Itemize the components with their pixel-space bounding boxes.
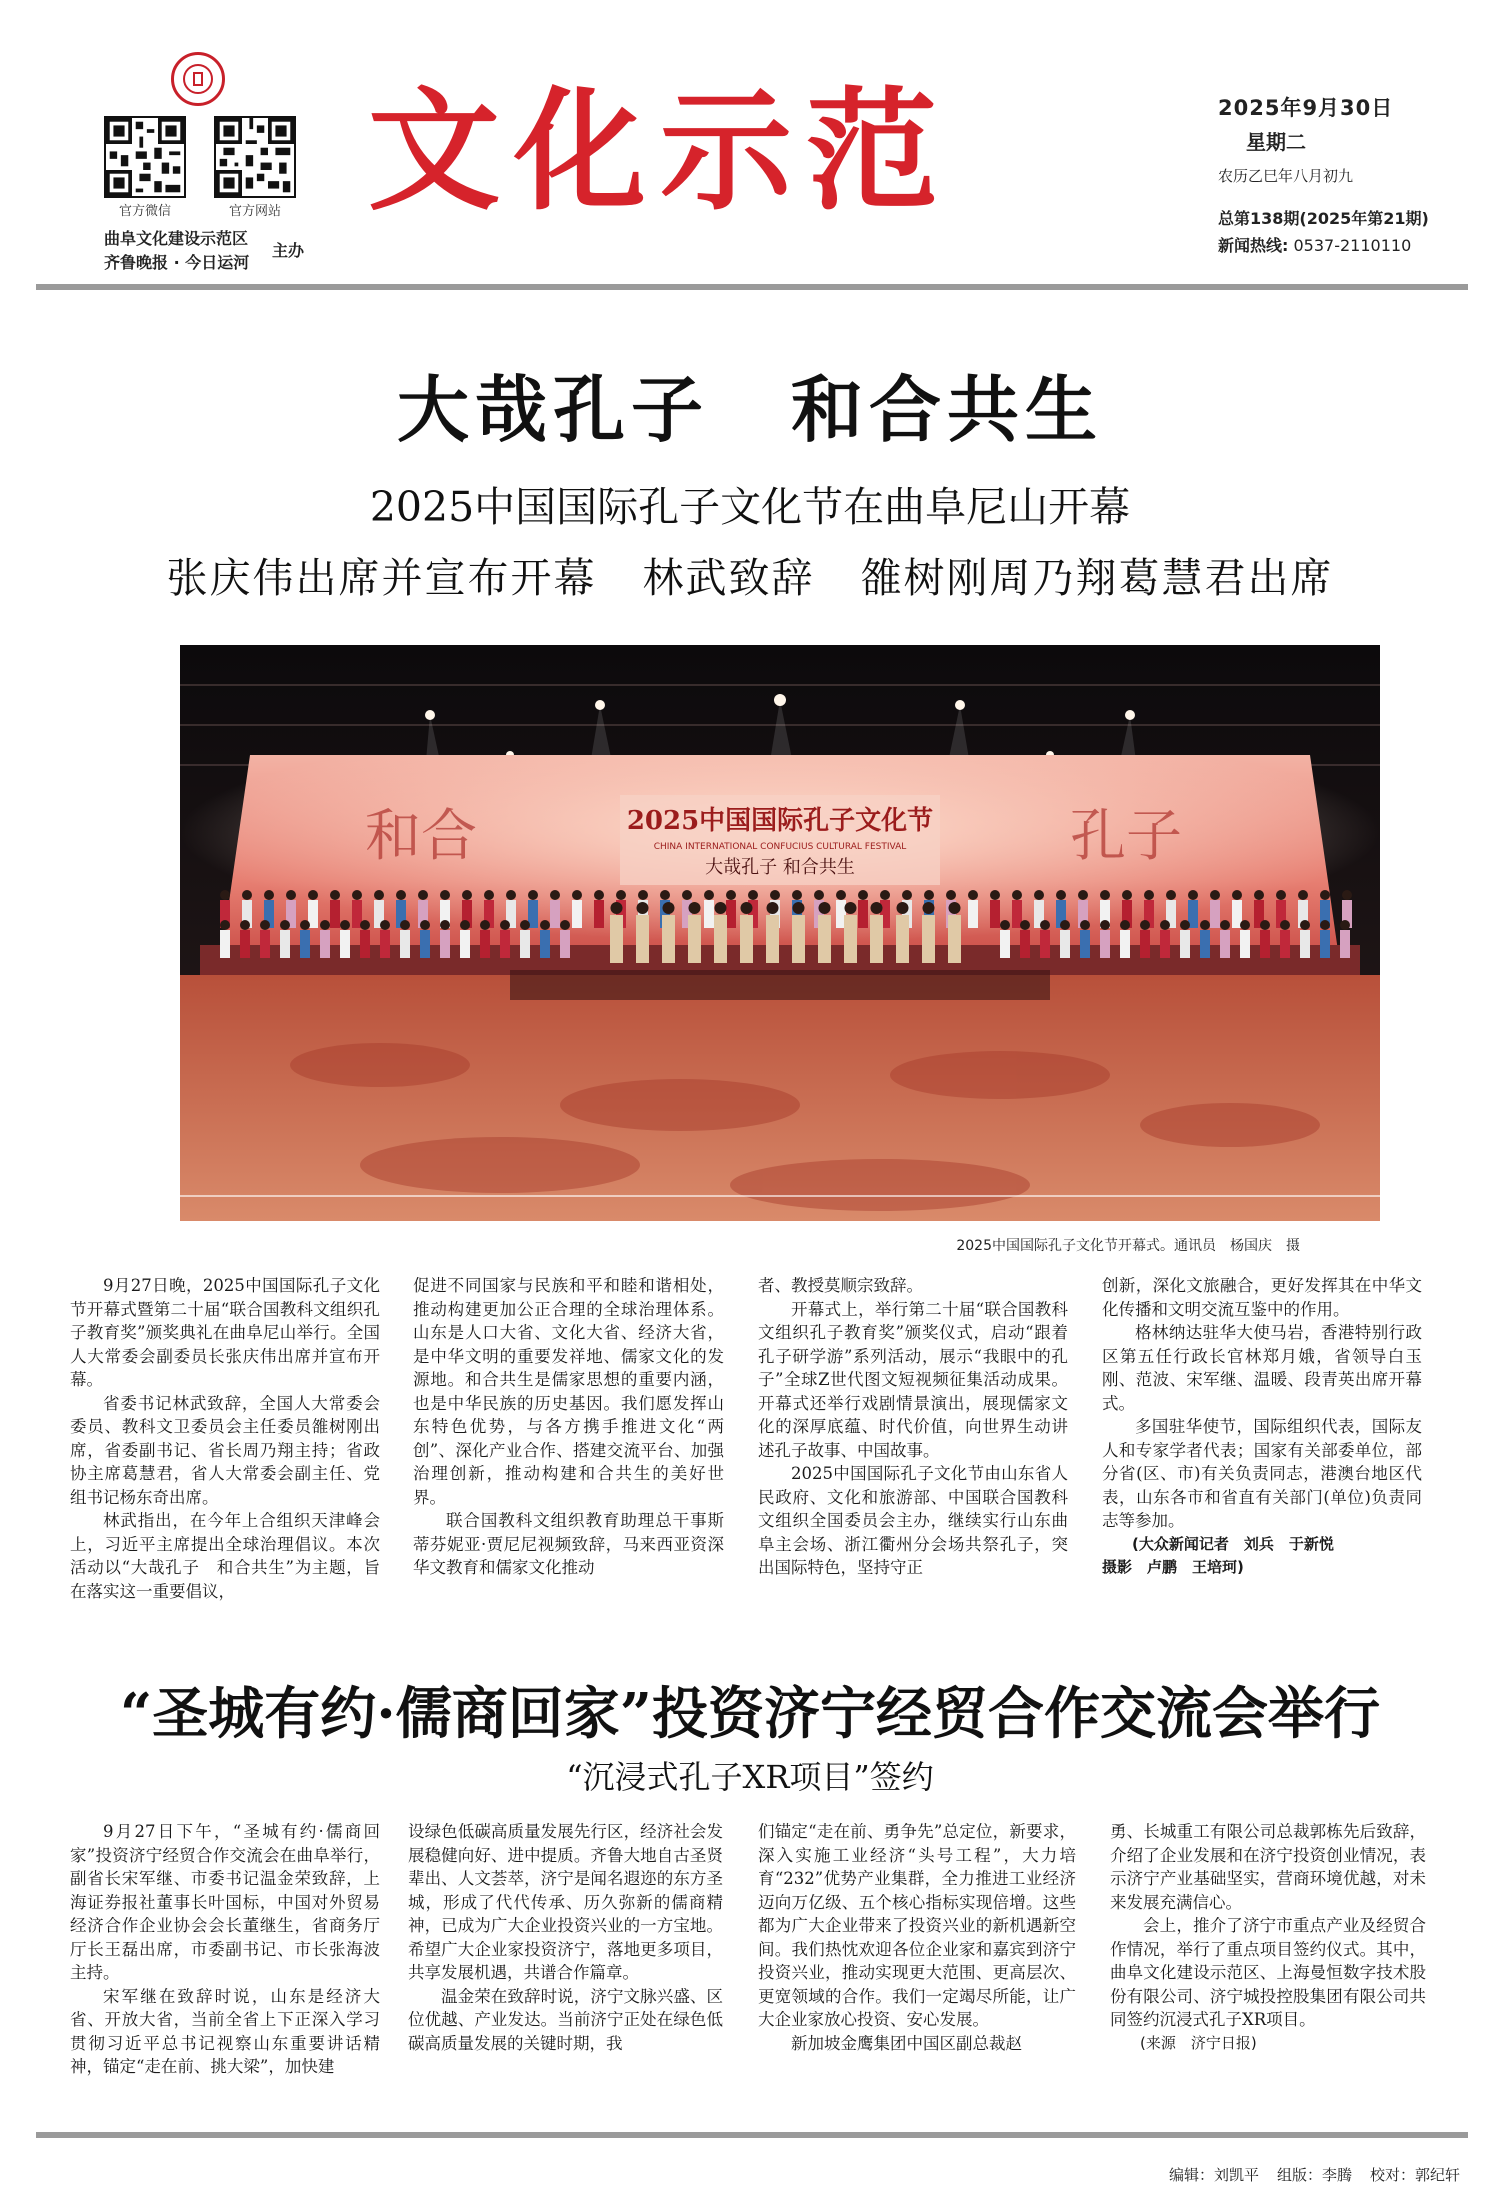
performer-figure: [1300, 930, 1310, 958]
lead-column-3: [758, 1274, 1068, 1580]
dignitary-head: [637, 902, 649, 914]
performer-figure: [1180, 930, 1190, 958]
dignitary-figure: [636, 915, 649, 963]
performer-figure: [1060, 930, 1070, 958]
performer-head: [1276, 890, 1286, 900]
performer-figure: [1210, 900, 1220, 928]
performer-figure: [1120, 930, 1130, 958]
stage-calligraphy-right: 孔子: [1070, 804, 1182, 869]
performer-figure: [1200, 930, 1210, 958]
performer-head: [1012, 890, 1022, 900]
dignitary-figure: [870, 915, 883, 963]
performer-head: [1280, 920, 1290, 930]
performer-head: [264, 890, 274, 900]
performer-head: [1100, 890, 1110, 900]
dignitary-figure: [844, 915, 857, 963]
performer-head: [1078, 890, 1088, 900]
dignitary-figure: [662, 915, 675, 963]
hotline-label: 新闻热线:: [1218, 236, 1289, 255]
performer-head: [1300, 920, 1310, 930]
sponsor-line-2: 齐鲁晚报 · 今日运河: [104, 253, 250, 272]
performer-figure: [330, 900, 340, 928]
footer-layout: 组版：李腾: [1276, 2166, 1352, 2184]
performer-head: [1080, 920, 1090, 930]
second-column-4: [1110, 1820, 1426, 2055]
performer-head: [506, 890, 516, 900]
paragraph: 温金荣在致辞时说，济宁文脉兴盛、区位优越、产业发达。当前济宁正处在绿色低碳高质量发展的关键时期，我: [408, 1986, 723, 2053]
dignitary-head: [819, 902, 831, 914]
performer-figure: [560, 930, 570, 958]
issue-weekday: 星期二: [1246, 130, 1306, 154]
paragraph: 宋军继在致辞时说，山东是经济大省、开放大省，当前全省上下正深入学习贯彻习近平总书记视察山东重要讲话精神，锚定“走在前、挑大梁”，加快建: [70, 1986, 380, 2076]
lead-deck-part2: 林武致辞: [642, 554, 815, 602]
performer-figure: [594, 900, 604, 928]
performer-head: [1200, 920, 1210, 930]
qr-label-website: 官方网站: [228, 204, 281, 219]
performer-head: [1320, 890, 1330, 900]
performer-head: [1056, 890, 1066, 900]
performer-head: [440, 920, 450, 930]
dignitary-head: [871, 902, 883, 914]
performer-figure: [520, 930, 530, 958]
dignitary-figure: [792, 915, 805, 963]
lead-headline-part1: 大哉孔子: [396, 367, 709, 452]
second-column-3: [758, 1820, 1076, 2055]
performer-figure: [540, 930, 550, 958]
lead-column-2: [413, 1274, 724, 1580]
performer-head: [836, 890, 846, 900]
performer-head: [340, 920, 350, 930]
second-column-1: [70, 1820, 380, 2079]
performer-head: [374, 890, 384, 900]
sponsor-role: 主办: [272, 241, 305, 260]
performer-head: [360, 920, 370, 930]
performer-head: [1040, 920, 1050, 930]
paragraph: 格林纳达驻华大使马岩，香港特别行政区第五任行政长官林郑月娥，省领导白玉刚、范波、宋军继、温暖、段青英出席开幕式。: [1102, 1323, 1422, 1413]
performer-head: [1120, 920, 1130, 930]
lead-column-1: [70, 1274, 380, 1603]
qr-code-website[interactable]: [214, 116, 296, 198]
performer-head: [902, 890, 912, 900]
dignitary-head: [845, 902, 857, 914]
paragraph: 联合国教科文组织教育助理总干事斯蒂芬妮亚·贾尼尼视频致辞，马来西亚资深华文教育和儒家文化推动: [413, 1511, 724, 1577]
performer-head: [220, 890, 230, 900]
performer-head: [1166, 890, 1176, 900]
performer-head: [1188, 890, 1198, 900]
performer-head: [1060, 920, 1070, 930]
lead-deck: [0, 545, 1500, 604]
dignitary-figure: [688, 915, 701, 963]
qr-pattern: [216, 118, 294, 196]
footer-proofreader: 校对：郭纪轩: [1369, 2166, 1460, 2184]
performer-head: [1122, 890, 1132, 900]
photo-caption: 2025中国国际孔子文化节开幕式。通讯员 杨国庆 摄: [956, 1238, 1300, 1254]
performer-head: [220, 920, 230, 930]
performer-figure: [572, 900, 582, 928]
dignitary-figure: [896, 915, 909, 963]
performer-head: [352, 890, 362, 900]
performer-head: [704, 890, 714, 900]
performer-head: [440, 890, 450, 900]
lead-photo: [180, 645, 1380, 1221]
performer-head: [520, 920, 530, 930]
stage-banner-title: 2025中国国际孔子文化节: [626, 806, 934, 836]
issue-date: 2025年9月30日: [1218, 96, 1394, 120]
paragraph: 们锚定“走在前、勇争先”总定位，新要求，深入实施工业经济“头号工程”，大力培育“232”优势产业集群，全力推进工业经济迈向万亿级、五个核心指标实现倍增。这些都为广大企业带来了投资兴业的新机遇新空间。我们热忱欢迎各位企业家和嘉宾到济宁投资兴业，推动实现更大范围、更高层次、更宽领域的合作。我们一定竭尽所能，让广大企业家放心投资、安心发展。: [758, 1822, 1076, 2029]
dignitary-head: [689, 902, 701, 914]
performer-figure: [420, 930, 430, 958]
performer-figure: [480, 930, 490, 958]
second-headline: “圣城有约·儒商回家”投资济宁经贸合作交流会举行: [120, 1681, 1380, 1747]
performer-head: [660, 890, 670, 900]
performer-head: [260, 920, 270, 930]
performer-head: [484, 890, 494, 900]
performer-head: [396, 890, 406, 900]
performer-head: [682, 890, 692, 900]
performer-head: [1320, 920, 1330, 930]
paragraph: 省委书记林武致辞，全国人大常委会委员、教科文卫委员会主任委员雒树刚出席，省委副书记、省长周乃翔主持；省政协主席葛慧君，省人大常委会副主任、党组书记杨东奇出席。: [70, 1393, 380, 1507]
performer-figure: [360, 930, 370, 958]
performer-head: [500, 920, 510, 930]
paragraph: 多国驻华使节，国际组织代表，国际友人和专家学者代表；国家有关部委单位，部分省(区、市)有关负责同志，港澳台地区代表，山东各市和省直有关部门(单位)负责同志等参加。: [1102, 1417, 1422, 1530]
qr-pattern: [106, 118, 184, 196]
performer-head: [1140, 920, 1150, 930]
qr-label-wechat: 官方微信: [118, 204, 171, 219]
lead-deck-part1: 张庆伟出席并宣布开幕: [166, 554, 597, 602]
performer-figure: [380, 930, 390, 958]
performer-figure: [1020, 930, 1030, 958]
performer-head: [770, 890, 780, 900]
lead-headline-part2: 和合共生: [791, 367, 1104, 452]
performer-head: [1180, 920, 1190, 930]
performer-figure: [320, 930, 330, 958]
performer-head: [990, 890, 1000, 900]
lead-subheadline: 2025中国国际孔子文化节在曲阜尼山开幕: [369, 483, 1131, 531]
performer-head: [638, 890, 648, 900]
performer-head: [1144, 890, 1154, 900]
performer-head: [1034, 890, 1044, 900]
performer-head: [726, 890, 736, 900]
footer-rule: [36, 2132, 1468, 2138]
paragraph: 促进不同国家与民族和平和睦和谐相处，推动构建更加公正合理的全球治理体系。山东是人口大省、文化大省、经济大省，是中华文明的重要发祥地、儒家文化的发源地。和合共生是儒家思想的重要内涵，也是中华民族的历史基因。我们愿发挥山东特色优势，与各方携手推进文化“两创”、深化产业合作、搭建交流平台、加强治理创新，推动构建和合共生的美好世界。: [413, 1276, 724, 1507]
performer-figure: [1000, 930, 1010, 958]
performer-head: [480, 920, 490, 930]
paragraph: 设绿色低碳高质量发展先行区，经济社会发展稳健向好、进中提质。齐鲁大地自古圣贤辈出、人文荟萃，济宁是闻名遐迩的东方圣城，形成了代代传承、历久弥新的儒商精神，已成为广大企业投资兴业的一方宝地。希望广大企业家投资济宁，落地更多项目，共享发展机遇，共谱合作篇章。: [408, 1822, 723, 1982]
performer-head: [1240, 920, 1250, 930]
performer-figure: [1260, 930, 1270, 958]
performer-figure: [550, 900, 560, 928]
masthead-rule: [36, 284, 1468, 290]
dignitary-head: [715, 902, 727, 914]
dignitary-figure: [922, 915, 935, 963]
performer-figure: [1040, 930, 1050, 958]
performer-head: [320, 920, 330, 930]
performer-head: [242, 890, 252, 900]
lead-byline-photographers: 摄影 卢鹏 王培珂): [1102, 1558, 1244, 1576]
performer-head: [946, 890, 956, 900]
performer-figure: [1240, 930, 1250, 958]
dignitary-figure: [740, 915, 753, 963]
performer-head: [540, 920, 550, 930]
second-column-2: [408, 1820, 723, 2055]
footer-credits: [1100, 2164, 1460, 2185]
second-source: (来源 济宁日报): [1140, 2033, 1257, 2052]
performer-figure: [220, 930, 230, 958]
paragraph: 开幕式上，举行第二十届“联合国教科文组织孔子教育奖”颁奖仪式，启动“跟着孔子研学游”系列活动，展示“我眼中的孔子”全球Z世代图文短视频征集活动成果。开幕式还举行戏剧情景演出，展现儒家文化的深厚底蕴、时代价值，向世界生动讲述孔子故事、中国故事。: [758, 1299, 1068, 1460]
performer-figure: [280, 930, 290, 958]
performer-head: [1232, 890, 1242, 900]
performer-head: [792, 890, 802, 900]
second-subheadline: “沉浸式孔子XR项目”签约: [566, 1758, 934, 1796]
dignitary-head: [923, 902, 935, 914]
performer-head: [1100, 920, 1110, 930]
performer-head: [968, 890, 978, 900]
performer-head: [550, 890, 560, 900]
performer-head: [1220, 920, 1230, 930]
performer-head: [1020, 920, 1030, 930]
performer-figure: [1320, 930, 1330, 958]
performer-head: [380, 920, 390, 930]
performer-figure: [990, 900, 1000, 928]
stage-photo-illustration: [180, 645, 1380, 1221]
performer-head: [560, 920, 570, 930]
performer-head: [286, 890, 296, 900]
performer-head: [1210, 890, 1220, 900]
performer-figure: [1340, 930, 1350, 958]
date-block: [1218, 92, 1458, 256]
performer-head: [1254, 890, 1264, 900]
stage-banner-english: CHINA INTERNATIONAL CONFUCIUS CULTURAL FESTIVAL: [653, 842, 907, 852]
lead-deck-part3: 雒树刚周乃翔葛慧君出席: [860, 554, 1334, 602]
dignitary-figure: [948, 915, 961, 963]
performer-head: [1000, 920, 1010, 930]
performer-head: [814, 890, 824, 900]
performer-head: [880, 890, 890, 900]
performer-head: [460, 920, 470, 930]
paragraph: 者、教授莫顺宗致辞。: [758, 1276, 923, 1295]
performer-head: [616, 890, 626, 900]
emblem-logo: [171, 52, 225, 106]
performer-figure: [726, 900, 736, 928]
dignitary-head: [949, 902, 961, 914]
paragraph: 会上，推介了济宁市重点产业及经贸合作情况，举行了重点项目签约仪式。其中，曲阜文化建设示范区、上海曼恒数字技术股份有限公司、济宁城投控股集团有限公司共同签约沉浸式孔子XR项目。: [1110, 1916, 1426, 2029]
performer-figure: [1280, 930, 1290, 958]
lead-byline-reporters: (大众新闻记者 刘兵 于新悦: [1132, 1534, 1334, 1553]
performer-head: [594, 890, 604, 900]
dignitary-head: [741, 902, 753, 914]
performer-head: [400, 920, 410, 930]
paragraph: 2025中国国际孔子文化节由山东省人民政府、文化和旅游部、中国联合国教科文组织全国委员会主办，继续实行山东曲阜主会场、浙江衢州分会场共祭孔子，突出国际特色，坚持守正: [758, 1464, 1068, 1577]
issue-number: 总第138期(2025年第21期): [1218, 209, 1429, 228]
performer-head: [1342, 890, 1352, 900]
performer-figure: [1140, 930, 1150, 958]
paragraph: 9月27日下午，“圣城有约·儒商回家”投资济宁经贸合作交流会在曲阜举行，副省长宋军继、市委书记温金荣致辞，上海证券报社董事长叶国标，中国对外贸易经济合作企业协会会长董继生，省商务厅厅长王磊出席，市委副书记、市长张海波主持。: [70, 1822, 380, 1982]
performer-head: [1260, 920, 1270, 930]
performer-figure: [704, 900, 714, 928]
performer-head: [528, 890, 538, 900]
performer-head: [1340, 920, 1350, 930]
dignitary-figure: [714, 915, 727, 963]
performer-figure: [460, 930, 470, 958]
lead-column-4: [1102, 1274, 1422, 1580]
performer-figure: [240, 930, 250, 958]
performer-figure: [968, 900, 978, 928]
performer-figure: [440, 930, 450, 958]
performer-head: [240, 920, 250, 930]
performer-head: [858, 890, 868, 900]
paragraph: 9月27日晚，2025中国国际孔子文化节开幕式暨第二十届“联合国教科文组织孔子教育奖”颁奖典礼在曲阜尼山举行。全国人大常委会副委员长张庆伟出席并宣布开幕。: [70, 1276, 380, 1389]
masthead-title: 文化示范: [368, 75, 952, 229]
dignitary-figure: [610, 915, 623, 963]
lead-headline: [0, 352, 1500, 456]
lunar-date: 农历乙巳年八月初九: [1218, 167, 1354, 185]
performer-figure: [1080, 930, 1090, 958]
paragraph: 勇、长城重工有限公司总裁郭栋先后致辞，介绍了企业发展和在济宁投资创业情况，表示济宁产业基础坚实，营商环境优越，对未来发展充满信心。: [1110, 1822, 1426, 1912]
performer-figure: [500, 930, 510, 958]
performer-head: [748, 890, 758, 900]
stage-banner-slogan: 大哉孔子 和合共生: [705, 857, 855, 878]
dignitary-head: [793, 902, 805, 914]
dignitary-figure: [766, 915, 779, 963]
dignitary-head: [663, 902, 675, 914]
dignitary-head: [897, 902, 909, 914]
performer-head: [1298, 890, 1308, 900]
performer-head: [308, 890, 318, 900]
performer-figure: [858, 900, 868, 928]
performer-head: [280, 920, 290, 930]
paragraph: 新加坡金鹰集团中国区副总裁赵: [791, 2033, 1022, 2053]
hotline-number: 0537-2110110: [1293, 236, 1412, 255]
paragraph: 创新，深化文旅融合，更好发挥其在中华文化传播和文明交流互鉴中的作用。: [1102, 1276, 1422, 1319]
sponsor-line-1: 曲阜文化建设示范区: [104, 229, 249, 248]
performer-head: [300, 920, 310, 930]
news-hotline: [1218, 233, 1458, 256]
stage-calligraphy-left: 和合: [365, 804, 477, 869]
performer-figure: [1220, 930, 1230, 958]
performer-head: [418, 890, 428, 900]
performer-figure: [340, 930, 350, 958]
paragraph: 林武指出，在今年上合组织天津峰会上，习近平主席提出全球治理倡议。本次活动以“大哉孔子 和合共生”为主题，旨在落实这一重要倡议，: [70, 1511, 380, 1601]
performer-head: [1160, 920, 1170, 930]
dignitary-head: [767, 902, 779, 914]
dignitary-head: [611, 902, 623, 914]
performer-head: [330, 890, 340, 900]
performer-head: [420, 920, 430, 930]
dignitary-figure: [818, 915, 831, 963]
performer-figure: [1160, 930, 1170, 958]
qr-code-wechat[interactable]: [104, 116, 186, 198]
performer-figure: [1100, 930, 1110, 958]
performer-head: [462, 890, 472, 900]
footer-editor: 编辑：刘凯平: [1168, 2166, 1259, 2184]
performer-head: [572, 890, 582, 900]
performer-head: [924, 890, 934, 900]
performer-figure: [260, 930, 270, 958]
performer-figure: [300, 930, 310, 958]
performer-figure: [400, 930, 410, 958]
